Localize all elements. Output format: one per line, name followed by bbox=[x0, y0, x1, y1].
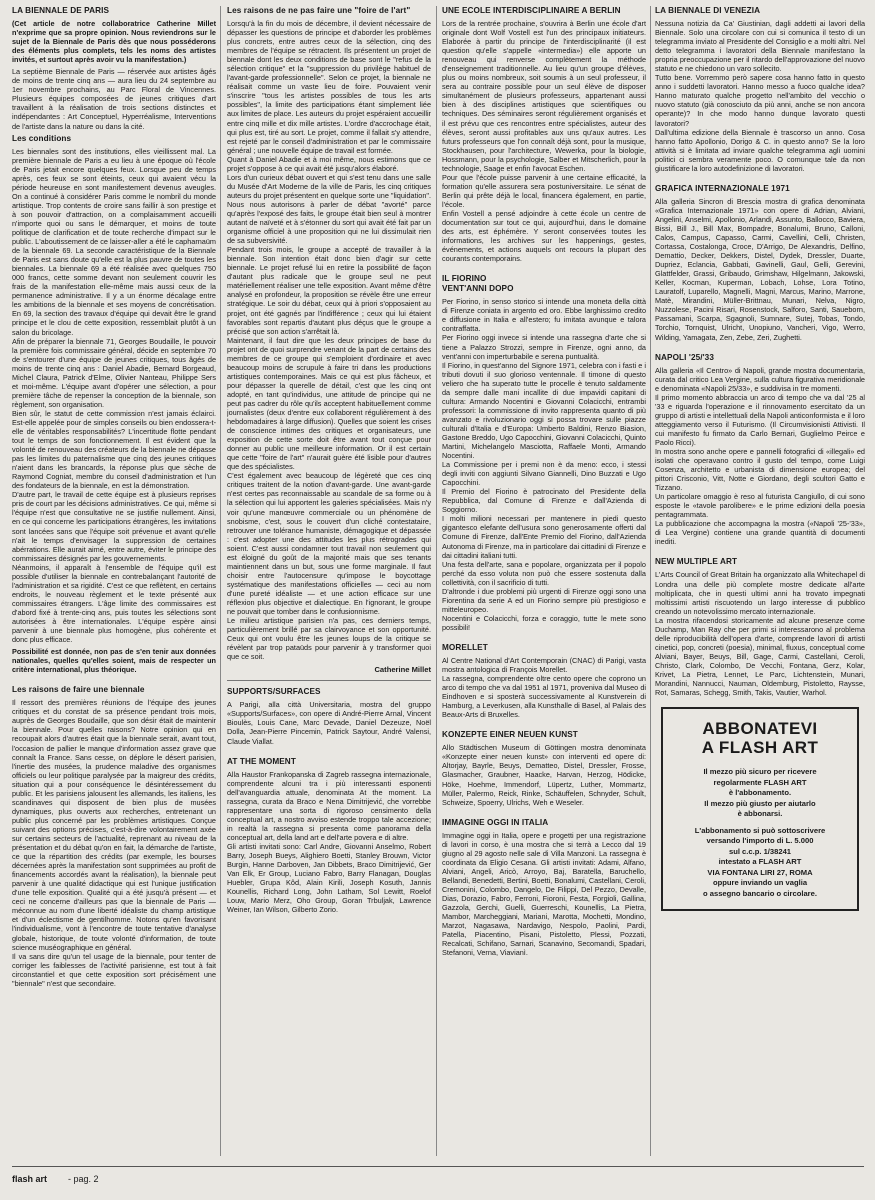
column-1 bbox=[12, 6, 216, 1156]
ad-title-line: A FLASH ART bbox=[701, 738, 819, 758]
article-paragraph: Allo Städtischen Museum di Göttingen mostra denominata «Konzepte einer neuen kunst» con interventi ed opere di: Altorjay, Bayrle, Beuys, Dematteo, Distel, Dressler, Frosse, Glasmacher, Graubner, Haacke, Harvan, Herzog, Hödicke, Höke, Hoehme, Immendorf, Lüpertz, Luther, Mommartz, Müller, Palermo, Reick, Rinke, Schäuffelen, Schnyder, Schult, Schweize, Spoerry, Ulrichs, Weh e Weseler. bbox=[442, 743, 646, 807]
column-2 bbox=[227, 6, 431, 1156]
article-paragraph: Al Centre National d'Art Contemporain (CNAC) di Parigi, vasta mostra antologica di François Morellet. La rassegna, comprendente oltre cento opere che coprono un arco di tempo che va dal 1951 al 1971, proveniva dal Museo di Eindhoven e si sposterà successivamente al Kunstverein di Hamburg, a Leverkusen, alla Kunsthalle di Basel, al Palais des Beaux-Arts di Bruxelles. bbox=[442, 656, 646, 720]
article-paragraph: Immagine oggi in Italia, opere e progetti per una registrazione di lavori in corso, è una mostra che si terrà a Lecco dal 19 giugno al 29 agosto nelle sale di Villa Manzoni. La rassegna è coordinata da Eligio Cesana. Gli artisti invitati: Adami, Alfano, Alviani, Angeli, Aricò, Arroyo, Baj, Baratella, Baruchello, Bellandi, Benedetti, Bertini, Boetti, Bonalumi, Castellani, Ceroli, Cremonini, Colombo, Dangelo, De Filippi, Del Pezzo, Devalle, Dias, Dorazio, Fabro, Ferroni, Fioroni, Festa, Forgioli, Gallina, Gazzola, Gerchi, Guelli, Guerreschi, Kounellis, La Pietra, Mambor, Marcheggiani, Mariani, Marotta, Mochetti, Mondino, Marzot, Nagasawa, Nardavigo, Nespolo, Paolini, Pardi, Patella, Piacentino, Pisani, Pistoletto, Plessi, Pozzati, Recalcati, Schifano, Sarnari, Scanavino, Secomandi, Spadari, Stefanoni, Verna, Viavianì. bbox=[442, 830, 646, 958]
ad-line: regolarmente FLASH ART bbox=[713, 777, 807, 787]
page-footer bbox=[12, 1166, 864, 1189]
article-paragraph: Nessuna notizia da Ca' Giustinian, dagli addetti ai lavori della Biennale. Solo una circolare con cui si comunica il testo di un telegramma inviato al Presidente del Consiglio e a molti altri. Nel detto telegramma i lavoratori della Biennale manifestano la propria preoccupazione per il ritardo dell'approvazione del nuovo statuto e ne chiedono un varo sollecito. Tutto bene. Vorremmo però sapere cosa hanno fatto in questo anno i suddetti lavoratori. Hanno messo a fuoco qualche idea? Hanno maturato qualche progetto nell'ambito del vecchio o nuovo statuto (già conosciuto da più anni, anche se non ancora operante)? In che modo hanno dunque lavorato questi lavoratori? Dall'ultima edizione della Biennale è trascorso un anno. Cosa hanno fatto Apollonio, Dorigo & C. in questo anno? Se la loro attività si è limitata ad inviare qualche telegramma agli uomini politici ci sembra veramente poco. O comunque tale da non giustificare la loro autodefinizione di lavoratori. bbox=[655, 19, 865, 173]
article-paragraph: Alla galleria Sincron di Brescia mostra di grafica denominata «Grafica Internazionale 1971» con opere di Adrian, Alviani, Angelini, Anselmi, Apollonio, Arlandi, Assunto, Ballocco, Baviera, Bissi, Bill J., Bill Max, Bompadre, Bonalumi, Bruno, Calloni, Calos, Campus, Capasso, Carmi, Cavellini, Celli, Christen, Cortassa, Costalonga, Croce, D'Arrigo, De Alexandris, Delfino, Demattio, Decker, Dekkers, Distel, Dydek, Dressler, Duarte, Dupriez, Eclancia, Gabbati, Gavinelli, Gaul, Gelli, Gerevini, Glattfelder, Grassi, Gribaudo, Grimshaw, Hilgelmann, Jakowski, Keller, Kocman, Kuperman, Lobach, Lohse, Lora Totino, Lauratolf, Luparello, Magnelli, Magni, Marcus, Marino, Marrone, Matè, Mirandini, Müller-Brittnau, Munari, Nelva, Nigro, Nuzzolese, Pacini Risari, Rosenstock, Salforo, Santi, Saueborn, Passamani, Scarpa, Sgagnoli, Sumnare, Sutej, Tobas, Tondo, Torchio, Tornquist, Ulricht, Unopiuno, Vancheri, Vigo, Werro, Wilding, Yamagata, Zen, Zebe, Zeri, Zughetti. bbox=[655, 196, 865, 342]
article-title-morellet: MORELLET bbox=[442, 643, 488, 652]
ad-line: Il mezzo più giusto per aiutarlo bbox=[704, 798, 816, 808]
column-4 bbox=[655, 6, 865, 1156]
section-heading-conditions: Les conditions bbox=[12, 133, 72, 143]
ad-line: Il mezzo più sicuro per ricevere bbox=[703, 767, 817, 777]
article-title-new-multiple-art: NEW MULTIPLE ART bbox=[655, 557, 738, 567]
ad-line: è abbonarsi. bbox=[737, 809, 783, 819]
article-paragraph: L'Arts Council of Great Britain ha organizzato alla Whitechapel di Londra una delle più complete mostre dedicate all'arte moltiplicata, che in questi ultimi anni ha trovato impegnati moltissimi artisti riscuotendo un largo interesse di pubblico creando un notevolissimo mercato internazionale. La mostra rifacendosi storicamente ad alcune presenze come Duchamp, Man Ray che per primi si interessarono al problema delle riproducibilità dell'opera d'arte, comprende lavori di artisti cinetici, pop, concreti (poesia), minimal, fluxus, conceptual come Alviani, Bayer, Beuys, Bill, Gage, Carmi, Castellani, Ceroli, Christo, Clark, Colombo, De Vecchi, Fontana, Gerz, Kolar, Krivet, La Pietra, Lennet, Le Parc, Lichtenstein, Munari, Morandini, Nannucci, Nauman, Oldemburg, Pistoletto, Raysse, Rot, Samaras, Schegg, Smith, Takis, Vautier, Warhol. bbox=[655, 570, 865, 698]
article-title-konzepte: KONZEPTE EINER NEUEN KUNST bbox=[442, 730, 578, 740]
article-title-grafica: GRAFICA INTERNAZIONALE 1971 bbox=[655, 183, 790, 193]
ad-line: L'abbonamento si può sottoscrivere bbox=[694, 825, 826, 835]
article-paragraph: Lors de la rentrée prochaine, s'ouvrira à Berlin une école d'art originale dont Wolf Vostell est l'un des principaux initiateurs. Elaborée à partir du principe de l'interdisciplinarité (il est question qu'elle s'appelle «intermedia») elle apporte un renouveau qui renverse complètement la méthode d'enseignement traditionnelle. Au lieu qu'un groupe d'élèves, plus ou moins nombreux, soit soumis à un seul professeur, il sera au contraire possible pour un seul élève de disposer simultanément de plusieurs professeurs, appartenant aussi bien à des disciplines artistiques que scientifiques ou techniques. Des séminaires seront régulièrement organisés et il est prévu que ces rencontres entre spécialistes, auteur des élèves, seront aussi profitables aux uns qu'aux autres. Les futurs professeurs que l'on connaît déjà sont, pour la musique, Stockhausen, pour l'architecture, Wewerka, pour la biologie, Hossmann, pour la psychologie, Salber et Mitscherlich, pour la technologie, Saage et enfin l'avocat Eschen. Pour que l'école puisse parvenir à une certaine efficacité, la formation qu'elle assurera sera postuniversitaire. Le sénat de Berlin qui prête déjà le local, financera également, en partie, l'école. Enfin Vostell a pensé adjoindre à cette école un centre de documentation sur tout ce qui, aujourd'hui, dans le domaine des arts, est éphémère. Y seront conservées toutes les informations, les archives sur les happenings, gestes, événements, et actions auquels ont recours la plupart des courants contemporains. bbox=[442, 19, 646, 264]
article-title-supports-surfaces: SUPPORTS/SURFACES bbox=[227, 687, 321, 697]
magazine-name: flash art bbox=[12, 1174, 48, 1184]
section-heading-foire: Les raisons de ne pas faire une "foire de l'art" bbox=[227, 6, 411, 15]
article-paragraph: Les biennales sont des institutions, elles vieillissent mal. La première biennale de Paris a eu lieu à une époque où l'école de Paris jetait encore quelques feux. Lorsque peu de temps après, ces feux se sont éteints, ceux qui avaient vécu la période heureuse en sont manifestement devenus aveugles. On a continué à considérer Paris comme le nombril du monde artistique. Trop contents de croire sans faillir à son prestige et à son pouvoir d'attraction, on a complaisamment accueilli n'importe quoi ou sans le démarquer, et moins de toute politique de clarification et de toute recherche d'impact sur le public. L'aboutissement de ce laisser-aller a été le capharnaüm de la biennale 69. La seconde caractéristique de la Biennale de Paris est sans doute qu'elle est la plus pauvre de toutes les biennales. La biennale 69 a été réalisée avec quelques 750 000 francs, cette somme devant non seulement couvrir les frais de la manifestation elle-même mais aussi ceux de la permanence administrative. Il y a un énorme décalage entre les ambitions de la biennale et ses moyens de concrétisation. En 69, la section des travaux d'équipe qui devait être le grand principe et le clou de cette exposition, ressemblait plutôt à un salon du bricolage. Afin de préparer la biennale 71, Georges Boudaille, le pouvoir la première fois commissaire général, décide en septembre 70 de s'entourer d'une équipe de jeunes critiques, tous âgés de moins de trente cinq ans : Daniel Abadie, Bernard Borgeaud, Michel Claura, Patrick d'Elme, Olivier Nanteau, Philippe Sers et moi-même. L'équipe avant d'opérer une sélection, a pour première tâche de repenser la conception de la biennale, son règlement, son organisation. Bien sûr, le statut de cette commission n'est jamais éclairci. Est-elle appelée pour de simples conseils ou bien endossera-t-elle de véritables responsabilités? L'incertitude flotte pendant tout le temps de son fonctionnement. Il est évident que la volonté de renouveau des créateurs de la biennale ne dépasse pas les limites du paternalisme que cinq des jeunes critiques n'aient dans les brancards, la réponse plus que sèche de Raymond Cogniat, membre du conseil d'administration et l'un des fondateurs de la biennale, en est la démonstration. D'autre part, le travail de cette équipe est à plusieurs reprises pris de court par les décisions administratives. Ce qui, même si l'équipe n'est que consultative ne se justifie nullement. Ainsi, en ce qui concerne les participations étrangères, les invitations sont lancées sans que l'équipe soit prévenue et avant qu'elle n'ait le temps d'envisager la suppression de certaines abérrations. Elle aurait aimé, entre autre, éviter le principe des commissaires désignés par les gouvernements. Néanmoins, il apparaît à l'ensemble de l'équipe qu'il est possible d'utiliser la biennale en contrebalançant l'autorité de l'administration et sa rigidité. C'est ce que reflètent, en certains endroits, le nouveau règlement et le texte présenté aux commissaires étrangers. L'âge limite des commissaires est d'abord fixé à trente-cinq ans, puis toutes les sélections sont autorisées à être internationales. L'équipe espère ainsi parvenir à une biennale plus homogène, plus cohérente et donc plus efficace. bbox=[12, 146, 216, 645]
editor-note: (Cet article de notre collaboratrice Catherine Millet n'exprime que sa propre opinion. Nous reviendrons sur le sujet de la Biennale de Paris dès que nous posséderons des éléments plus complets, tels les noms des artistes invités, et surtout après avoir vu la manifestation.) bbox=[12, 19, 216, 65]
article-title-immagine-oggi: IMMAGINE OGGI IN ITALIA bbox=[442, 817, 549, 827]
article-title-napoli: NAPOLI '25/'33 bbox=[655, 352, 714, 362]
subscription-ad bbox=[661, 707, 859, 911]
ad-line: oppure inviando un vaglia bbox=[712, 878, 808, 888]
article-title-fiorino: IL FIORINO VENT'ANNI DOPO bbox=[442, 274, 514, 294]
article-paragraph-emphasis: Possibilité est donnée, non pas de s'en tenir aux données nationales, quelles qu'elles soient, mais de respecter un critère international, plus théorique. bbox=[12, 647, 216, 675]
article-title-biennale-venezia: LA BIENNALE DI VENEZIA bbox=[655, 6, 761, 15]
article-paragraph: Lorsqu'à la fin du mois de décembre, il devient nécessaire de dépasser les questions de principe et d'aborder les problèmes plus concrets, entre autres ceux de la sélection, cinq des membres de l'équipe se rétractent. Ils présentent un projet de biennale dont les deux conditions de base sont le "refus de la sélection critique" et la "suppression du privilège habituel de l'avant-garde professionnelle". Selon ce projet, la biennale ne réalisait comme un vaste lieu de foire. Pouvaient venir s'inscrire "tous les artistes possibles de tous les arts possibles", la limite des participations étant simplement liée aux limites de place. Les auteurs du projet espéraient accueillir entre cinq mille et dix mille artistes. L'ordre d'accrochage était, qui plus est, tiré au sort. Le projet, comme il fallait s'y attendre, est rejeté par le conseil d'administration et par le commissaire général ; une nouvelle équipe de travail est formée. Quant à Daniel Abadie et à moi même, nous estimons que ce projet s'oppose à ce qui avait été jusqu'alors élaboré. Lors d'un curieux débat ouvert et qui s'est tenu dans une salle du Musée d'Art Moderne de la ville de Paris, les cinq critiques auteurs du projet présentent en quelque sorte une "liquidation". Nous nous autorisons à parler de débat "avorté" parce qu'après l'exposé des faits, le groupe était bien seul à montrer autant de naïveté et à s'étonner du sort qui avait été fait par un organisme officiel à une proposition qui ne lui dissimulait rien de sa subversivité. Pendant trois mois, le groupe a accepté de travailler à la biennale. Son intention était donc bien d'agir sur cette biennale. Le projet refusé lui en retire la possibilité de façon d'autant plus radicale que le groupe seul ne peut matériellement réaliser une telle exposition. Avant même d'être analysé en profondeur, la proposition se révèle être une erreur stratégique. Le soir du débat, ceux qui à priori s'opposaient au projet, ont été gagnés par l'indifférence ; ceux qui lui étaient favorables sont repartis d'autant plus déçus que le groupe a précisé que son action s'arrêtait là. Maintenant, il faut dire que les deux principes de base du projet ont de quoi surprendre venant de la part de certains des membres de ce groupe qui s'emploient d'ordinaire et avec beaucoup moins de scrupule à faire tri dans les productions artistiques contemporaines. Mais ce qui est plus fâcheux, et pour dépasser la querelle de détail, c'est que les cinq ont adopté, en tant qu'individus, une attitude de principe qui ne peut pas cadrer du rôle qu'ils acceptent habituellement comme journalistes (deux d'entre eux collaborent régulièrement à des hebdomadaires à large diffusion). Quelles que soient les crises de conscience intimes des critiques et organisateurs, une exposition de cette sorte doit être avant tout conçue pour donner au public une meilleure information. Or il est certain que cette "foire de l'art" n'aurait guère été lisible pour d'autres que des spécialistes. C'est également avec beaucoup de légèreté que ces cinq critiques traitent de la notion d'avant-garde. Une avant-garde n'est certes pas reconnaissable au scandale de sa forme ou à la sélection qui lui apportent les galeries spécialisées. Mais n'y voir qu'une manœuvre commerciale ou un phénomène de snobisme, c'est, sous le couvert d'un cliché contestataire, retrouver une tolérance humaniste, démagogique et dépassée : c'est adopter une des attitudes les plus rétrogrades qui soient. C'est aussi condamner tout travail non seulement qui est éloigné du goût de la majorité mais que ses tenants maintiennent dans un but, sous une forme marginale. Il faut choisir entre l'autocensure qu'impose le boycottage systématique des manifestations officielles — ceci au nom d'une pureté idéaliste — et une action efficace sur une réflexion plus objective et dialectique. En l'ignorant, le groupe ne pouvait que tomber dans le confusionnisme. Le milieu artistique parisien n'a pas, ces derniers temps, particulièrement brillé par sa clairvoyance et son opportunité. Ceux qui ont voulu être les jeunes loups de la critique se révèlent par trop pataüds pour parvenir à y transformer quoi que ce soit. bbox=[227, 19, 431, 662]
ad-line: versando l'importo di L. 5.000 bbox=[706, 836, 814, 846]
article-title-berlin-school: UNE ECOLE INTERDISCIPLINAIRE A BERLIN bbox=[442, 6, 621, 15]
ad-line: è l'abbonamento. bbox=[728, 788, 792, 798]
column-divider bbox=[220, 6, 221, 1156]
magazine-page bbox=[8, 6, 868, 1194]
article-title-at-the-moment: AT THE MOMENT bbox=[227, 756, 296, 766]
ad-line: intestato a FLASH ART bbox=[718, 857, 802, 867]
section-heading-reasons: Les raisons de faire une biennale bbox=[12, 685, 145, 695]
article-paragraph: A Parigi, alla città Universitaria, mostra del gruppo «Supports/Surfaces», con opere di André-Pierre Arnal, Vincent Bioulès, Louis Cane, Marc Devade, Daniel Dezeuze, Noël Dolla, Jean-Pierre Pincemin, Patrick Saytour, André Valensi, Claude Viallat. bbox=[227, 700, 431, 746]
ad-title-line: ABBONATEVI bbox=[702, 719, 818, 739]
page-number: - pag. 2 bbox=[68, 1174, 99, 1184]
column-divider bbox=[650, 6, 651, 1156]
article-title-biennale-paris: LA BIENNALE DE PARIS bbox=[12, 6, 110, 15]
ad-title bbox=[669, 719, 851, 757]
column-divider bbox=[436, 6, 437, 1156]
article-paragraph: Alla galleria «Il Centro» di Napoli, grande mostra documentaria, curata dal critico Lea Vergine, sulla cultura figurativa meridionale e denominata «Napoli 25/33», e suddivisa in tre momenti. Il primo momento abbraccia un arco di tempo che va dal '25 al '33 e riguarda l'operazione e il rinnovamento esercitato da un gruppo di artisti e intellettuali della Napoli anticonformista e il loro atteggiamento verso il Futurismo. (Il Circumvisionisti Attivisti. Il cui manifesto fu firmato da Carlo Bernari, Guglielmo Peirce e Paolo Ricci). In mostra sono anche opere e pannelli fotografici di «illegali» ed isolati che operavano contro il gusto del tempo, come Luigi Cosenza, architetto e urbanista di dimensione europea; del pittori Crisconio, Vitt, Notte e Giordano, degli scultori Gatto e Tizzano. Un particolare omaggio è reso al futurista Cangiullo, di cui sono esposte le «tavole parolibere» e le prime edizioni della poesia pentagrammata. La pubblicazione che accompagna la mostra («Napoli '25-'33», di Lea Vergine) contiene una grande quantità di documenti inediti. bbox=[655, 365, 865, 547]
author-signature: Catherine Millet bbox=[374, 665, 431, 675]
article-paragraph: Per Fiorino, in senso storico si intende una moneta della città di Firenze coniata in argento ed oro. Ebbe larghissimo credito e diffusione in Italia e all'estero; fu imitata avunque e talora contraffatta. Per Fiorino oggi invece si intende una rassegna d'arte che si tiene a Palazzo Strozzi, sempre in Firenze, ogni anno, da vent'anni con imperturbabile e serena puntualità. Il Fiorino, in quest'anno del Signore 1971, celebra con i fasti e i tributi dovuti il suo glorioso ventennale. Il timone di questo veliero che ha superato tutte le procelle è tenuto saldamente da sempre dalle mani incallite di due impavidi capitani di cultura: Armando Nocentini e Giovanni Colacicchi, entrambi professori: la commissione di invito rappresenta quanto di più avanzato e rivoluzionario oggi si possa trovare sulle piazze culturali d'Italia e d'Europa: Umberto Baldini, Renzo Biasion, Gastone Breddo, Ugo Capocchini, Giovanni Colacicchi, Quinto Martini, Michelangelo Masciotta, Raffaele Monti, Armando Nocentini. La Commissione per i premi non è da meno: ecco, i stessi degli inviti con aggiunti Silvano Giannelli, Dino Buzzati e Ugo Capocchini. Il Premio del Fiorino è patrocinato del Presidente della Repubblica, dal Comune di Firenze e dall'Azienda di Soggiorno. I molti milioni necessari per mantenere in piedi questo gigantesco elefante dell'usura sono generosamente offerti dal Comune di Firenze, dall'Ente Premio del Fiorino, dall'Azienda Autonoma di Firenze, ma in particolare dai cittadini di Firenze e dai cittadini italiani tutti. Una festa dell'arte, sana e popolare, organizzata per il popolo perché da esso voluta non può che essere sostenuta dalla collettività, con il sacrificio di tutti. D'altronde i due problemi più urgenti di Firenze oggi sono una Fiorentina da serie A ed un Fiorino sempre più prestigioso e mitteleuropeo. Nocentini e Colacicchi, forza e coraggio, tutte le mete sono possibili! bbox=[442, 297, 646, 632]
divider bbox=[227, 680, 431, 681]
column-3 bbox=[442, 6, 646, 1156]
ad-line: sul c.c.p. 1/38241 bbox=[728, 846, 792, 856]
article-paragraph: Alla Haustor Frankopanska di Zagreb rassegna internazionale, comprendente alcuni tra i più interessanti esponenti dell'avanguardia attuale, denominata At the moment. La rassegna, curata da Braco e Nena Dimitrijević, che vorrebbe rappresentare una sorta di rigoroso censimento della conceptual art, a nostro avviso estende troppo tale accezione; in realtà la rassegna si presenta come panorama della conceptual art, della land art e dell'arte povera e di altre. Gli artisti invitati sono: Carl Andre, Giovanni Anselmo, Robert Barry, Joseph Bueys, Alighiero Boetti, Stanley Brouwn, Victor Burgin, Hanne Darboven, Jan Dibbets, Braco Dimitrijević, Ger Van Elk, Er Group, Luciano Fabro, Barry Flanagan, Douglas Huebler, Grupa Kôd, Alain Kirili, Joseph Kosuth, Jannis Kounellis, Richard Long, John Latham, Sol Lewitt, Roelof Louw, Mario Merz, Oho Group, Goran Trbuljak, Lawrence Weiner, Ian Wilson, Gilberto Zorio. bbox=[227, 769, 431, 915]
article-paragraph: La septième Biennale de Paris — réservée aux artistes âgés de moins de trente cinq ans — aura lieu du 24 septembre au 1er novembre prochains, au Parc Floral de Vincennes. Plusieurs équipes composées de jeunes critiques d'art travaillent à la réalisation de trois sections distinctes et indépendantes : Art Conceptuel, Hyperréalisme, Interventions de l'artiste dans la nature ou dans la cité. bbox=[12, 67, 216, 131]
article-paragraph: Il ressort des premières réunions de l'équipe des jeunes critiques et du constat de sa présence pendant trois mois, auprès de Georges Boudaille, que son désir était de maintenir la biennale. Pour quelles raisons? Notre opinion qui en recoupait alors d'autres était que la biennale serait, avant tout, l'occasion de pallier le manque d'information assez grave que connaît la France. Sans cesse, on déplore le désert parisien, l'inertie des musées, la prudence maladive des organismes officiels ou leur politique paralysée par la maigreur des crédits, situation qui a pour conséquence le désintéressement du public. Et les parisiens jalousent les allemands, les italiens, les scandinaves qui disposent de bien plus de musées dynamiques, plus ouverts aux recherches, entretenant un public plus concerné par les problèmes artistiques. Conçue suivant des options précises, c'est-à-dire volontairement axée sur certains secteurs de l'actualité, reprenant au niveau de la présentation et du débat qu'on en fait, la démarche de l'artiste, ce que la répartition des crédits (par exemple, les bourses décernées après la manifestation sont supprimées au profit de financements accordés avant la réalisation), la biennale peut parvenir à une qualité didactique qui est l'unique justification d'une telle exposition. Qualité qui a été jusqu'à présent — et ceci ne concerne d'ailleurs pas que la biennale de Paris — méconnue au nom d'une liberté idéaliste du champ artistique et d'un éclectisme de gentilhomme. Notons qu'en favorisant l'individualisme, vont à l'encontre de toute tentative d'analyse globale, historique, de toute volonté d'information, de toute science muséographique en général. Il va sans dire qu'un tel usage de la biennale, pour tenter de corriger les faiblesses de l'activité parisienne, est tout à fait circonstantiel et que cette exposition sort précisément une "biennale" n'est que secondaire. bbox=[12, 698, 216, 988]
ad-line: VIA FONTANA LIRI 27, ROMA bbox=[707, 867, 813, 877]
ad-line: o assegno bancario o circolare. bbox=[703, 888, 817, 898]
